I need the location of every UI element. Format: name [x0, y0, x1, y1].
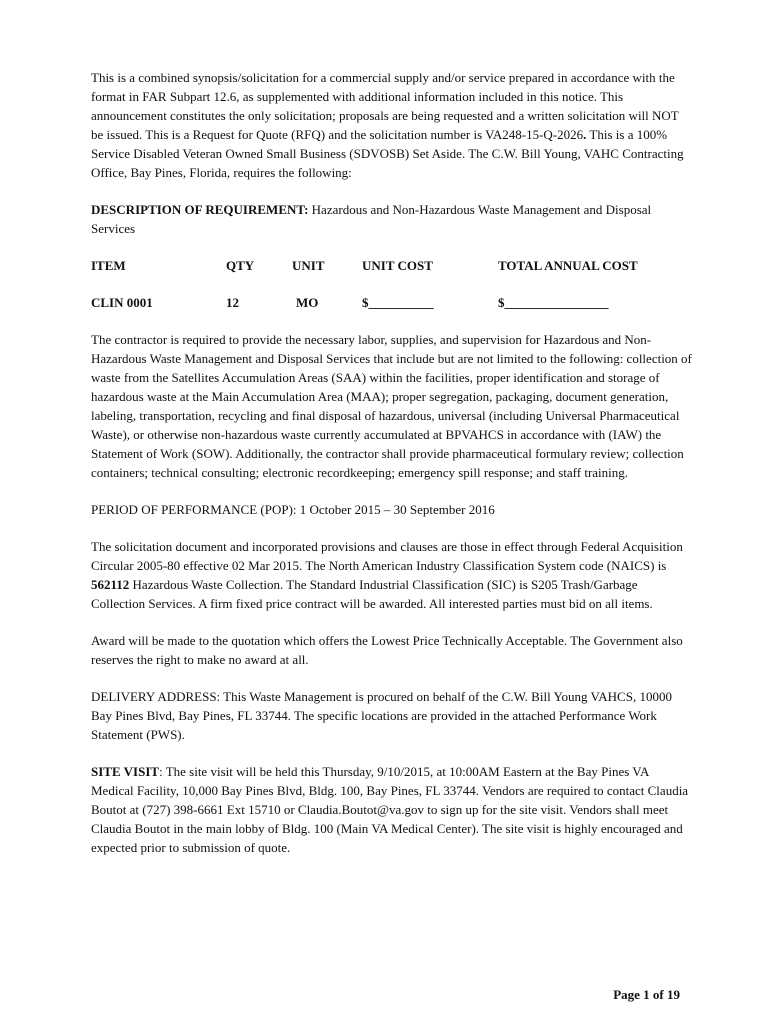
- row-qty: 12: [226, 295, 239, 310]
- header-unit: UNIT: [292, 258, 325, 273]
- description-text: Hazardous and Non-Hazardous Waste Management and Disposal Services: [91, 202, 652, 236]
- naics-code: 562112: [91, 577, 130, 592]
- site-visit-paragraph: [91, 762, 693, 857]
- award-paragraph: Award will be made to the quotation which offers the Lowest Price Technically Acceptable. The Government also reserves the right to make no award at all.: [91, 633, 683, 667]
- intro-text: This is a combined synopsis/solicitation for a commercial supply and/or service prepared in accordance with the format in FAR Subpart 12.6, as supplemented with additional information included in this notice. This announcement constitutes the only solicitation; proposals are being requested and a written solicitation will NOT be issued. This is a Request for Quote (RFQ) and the solicitation number is VA248-15-Q-2026: [91, 70, 679, 142]
- row-total-annual-cost: $________________: [498, 295, 609, 310]
- provisions-text: The solicitation document and incorporated provisions and clauses are those in effect through Federal Acquisition Circular 2005-80 effective 02 Mar 2015. The North American Industry Classification System code (NAICS) is: [91, 539, 683, 573]
- header-total-annual-cost: TOTAL ANNUAL COST: [498, 258, 638, 273]
- header-unit-cost: UNIT COST: [362, 258, 433, 273]
- pricing-table: [91, 256, 693, 312]
- row-unit-cost: $__________: [362, 295, 434, 310]
- intro-text-continued: This is a 100% Service Disabled Veteran Owned Small Business (SDVOSB) Set Aside. The C.W. Bill Young, VAHC Contracting Office, Bay Pines, Florida, requires the following:: [91, 127, 684, 180]
- header-item: ITEM: [91, 258, 126, 273]
- document-page: [91, 68, 693, 875]
- provisions-text-continued: Hazardous Waste Collection. The Standard Industrial Classification (SIC) is S205 Trash/Garbage Collection Services. A firm fixed price contract will be awarded. All interested parties must bid on all items.: [91, 577, 653, 611]
- intro-paragraph: [91, 68, 693, 182]
- description-label: DESCRIPTION OF REQUIREMENT:: [91, 202, 309, 217]
- provisions-paragraph: [91, 537, 693, 613]
- intro-period: .: [583, 127, 587, 142]
- table-row: [91, 293, 693, 312]
- row-unit: MO: [296, 295, 319, 310]
- page-number: Page 1 of 19: [613, 987, 680, 1002]
- scope-paragraph: The contractor is required to provide the necessary labor, supplies, and supervision for Hazardous and Non-Hazardous Waste Management and Disposal Services that include but are not limited to the following: collection of waste from the Satellites Accumulation Areas (SAA) within the facilities, proper identification and storage of hazardous waste at the Main Accumulation Area (MAA); proper segregation, packaging, document generation, labeling, transportation, recycling and final disposal of hazardous, universal (including Universal Pharmaceutical Waste), or otherwise non-hazardous waste currently accumulated at BPVAHCS in accordance with (IAW) the Statement of Work (SOW). Additionally, the contractor shall provide pharmaceutical formulary review; collection containers; technical consulting; electronic recordkeeping; emergency spill response; and staff training.: [91, 332, 692, 480]
- description-paragraph: [91, 200, 693, 238]
- period-of-performance: PERIOD OF PERFORMANCE (POP): 1 October 2015 – 30 September 2016: [91, 502, 495, 517]
- site-visit-text: : The site visit will be held this Thursday, 9/10/2015, at 10:00AM Eastern at the Bay Pines VA Medical Facility, 10,000 Bay Pines Blvd, Bldg. 100, Bay Pines, FL 33744. Vendors are required to contact Claudia Boutot at (727) 398-6661 Ext 15710 or Claudia.Boutot@va.gov to sign up for the site visit. Vendors shall meet Claudia Boutot in the main lobby of Bldg. 100 (Main VA Medical Center). The site visit is highly encouraged and expected prior to submission of quote.: [91, 764, 689, 855]
- delivery-address-paragraph: DELIVERY ADDRESS: This Waste Management is procured on behalf of the C.W. Bill Young VAHCS, 10000 Bay Pines Blvd, Bay Pines, FL 33744. The specific locations are provided in the attached Performance Work Statement (PWS).: [91, 689, 672, 742]
- table-header-row: [91, 256, 693, 275]
- row-item: CLIN 0001: [91, 295, 153, 310]
- site-visit-label: SITE VISIT: [91, 764, 160, 779]
- header-qty: QTY: [226, 258, 255, 273]
